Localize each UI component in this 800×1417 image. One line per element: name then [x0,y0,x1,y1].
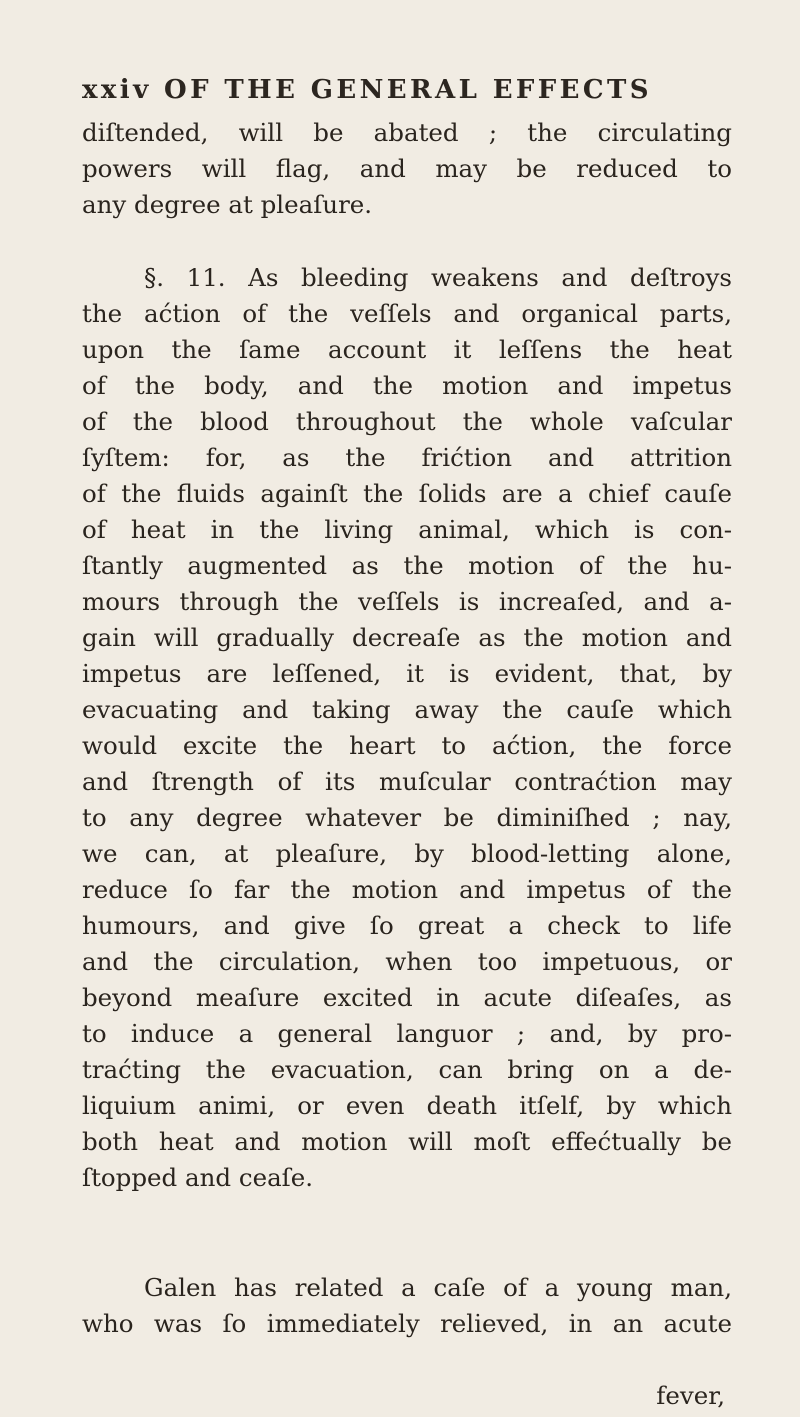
text-line: ſtopped and ceaſe. [82,1163,314,1192]
text-line: who was ſo immediately relieved, in an acute [82,1309,732,1338]
text-line: both heat and motion will moſt effećtually be [82,1127,732,1156]
text-line: of the fluids againſt the ſolids are a chief cauſe [82,479,732,508]
text-line: we can, at pleaſure, by blood-letting alone, [82,839,732,868]
running-header: xxiv OF THE GENERAL EFFECTS [82,75,652,105]
text-line: and the circulation, when too impetuous, or [82,947,732,976]
text-line: evacuating and taking away the cauſe which [82,695,732,724]
text-line: would excite the heart to aćtion, the force [82,731,732,760]
text-line: to any degree whatever be diminiſhed ; nay, [82,803,732,832]
text-line: reduce ſo far the motion and impetus of the [82,875,732,904]
text-line: liquium animi, or even death itſelf, by which [82,1091,732,1120]
catchword: fever, [656,1381,725,1410]
text-line: traćting the evacuation, can bring on a de- [82,1055,732,1084]
text-line: of the blood throughout the whole vaſcular [82,407,732,436]
text-line: upon the ſame account it leſſens the heat [82,335,732,364]
text-line: the aćtion of the veſſels and organical parts, [82,299,732,328]
text-line: mours through the veſſels is increaſed, and a- [82,587,732,616]
text-line: of heat in the living animal, which is con- [82,515,732,544]
text-line: humours, and give ſo great a check to life [82,911,732,940]
paragraph-start-line: Galen has related a caſe of a young man, [144,1273,732,1302]
text-line: gain will gradually decreaſe as the motion and [82,623,732,652]
text-line: powers will flag, and may be reduced to [82,154,732,183]
section-start-line: §. 11. As bleeding weakens and deſtroys [144,263,732,292]
text-line: any degree at pleaſure. [82,190,373,219]
text-line: impetus are leſſened, it is evident, that, by [82,659,732,688]
text-line: ſtantly augmented as the motion of the hu- [82,551,732,580]
text-line: beyond meaſure excited in acute diſeaſes, as [82,983,732,1012]
text-line: of the body, and the motion and impetus [82,371,732,400]
text-line: diſtended, will be abated ; the circulating [82,118,732,147]
text-line: to induce a general languor ; and, by pro- [82,1019,732,1048]
text-line: ſyſtem: for, as the frićtion and attrition [82,443,732,472]
text-line: and ſtrength of its muſcular contraćtion may [82,767,732,796]
